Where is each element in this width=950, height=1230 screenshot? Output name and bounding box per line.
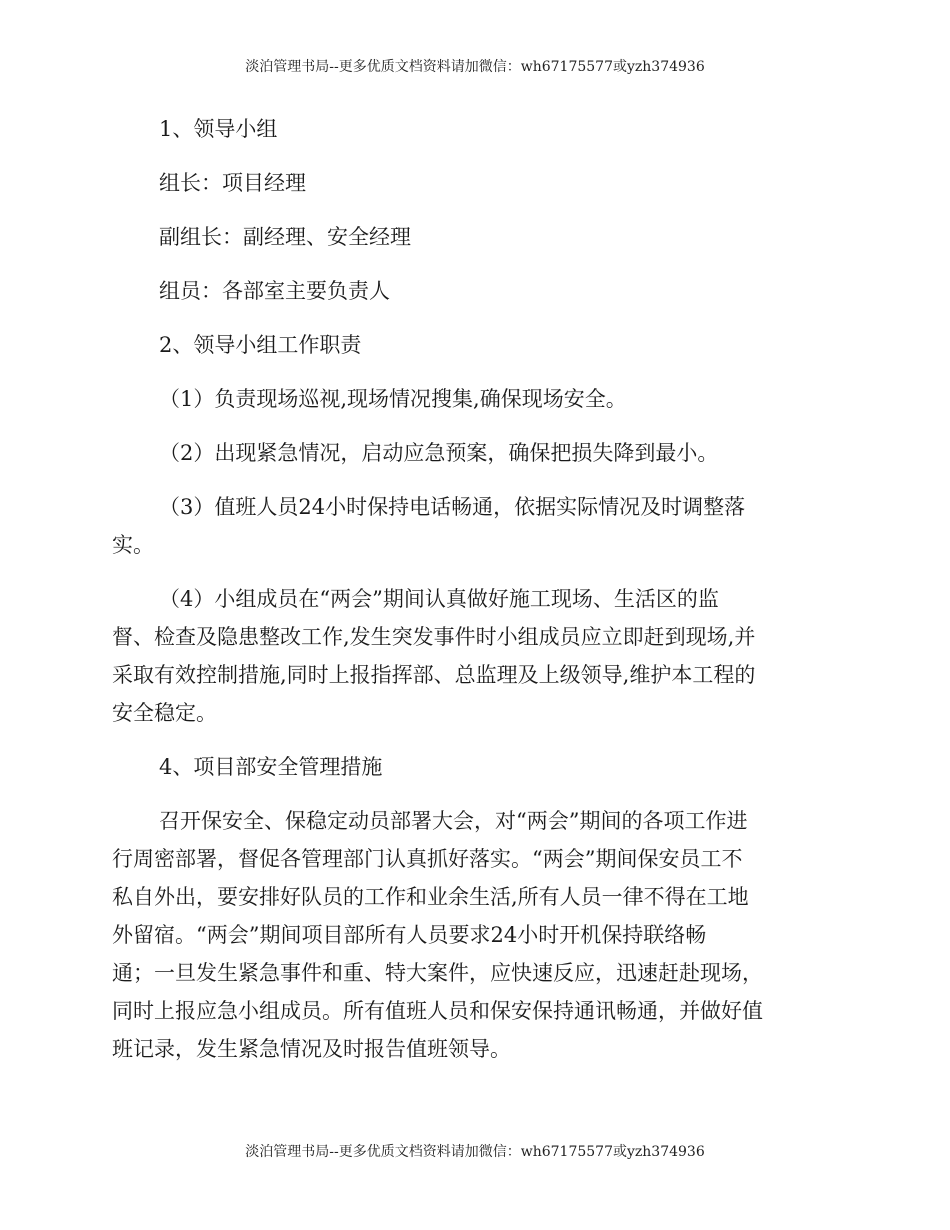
duty-item-4-line-4: 安全稳定。 <box>112 701 217 725</box>
measures-line-5: 通；一旦发生紧急事件和重、特大案件，应快速反应，迅速赶赴现场， <box>112 961 763 985</box>
measures-paragraph <box>112 802 840 1068</box>
page-header: 淡泊管理书局--更多优质文档资料请加微信：wh67175577或yzh374936 <box>245 59 705 75</box>
measures-line-4: 外留宿。“两会”期间项目部所有人员要求24小时开机保持联络畅 <box>112 923 707 947</box>
measures-line-6: 同时上报应急小组成员。所有值班人员和保安保持通讯畅通，并做好值 <box>112 999 763 1023</box>
duty-item-1: （1）负责现场巡视,现场情况搜集,确保现场安全。 <box>159 387 627 411</box>
duty-item-3-line-2: 实。 <box>112 533 154 557</box>
duty-item-4 <box>112 580 840 732</box>
page-footer: 淡泊管理书局--更多优质文档资料请加微信：wh67175577或yzh374936 <box>245 1144 705 1160</box>
leader-line: 组长：项目经理 <box>159 171 306 195</box>
duty-item-3-line-1: （3）值班人员24小时保持电话畅通，依据实际情况及时调整落 <box>159 495 746 519</box>
measures-line-3: 私自外出，要安排好队员的工作和业余生活,所有人员一律不得在工地 <box>112 885 749 909</box>
measures-line-2: 行周密部署，督促各管理部门认真抓好落实。“两会”期间保安员工不 <box>112 847 743 871</box>
section-heading-1: 1、领导小组 <box>159 117 278 141</box>
section-heading-4: 4、项目部安全管理措施 <box>159 755 383 779</box>
measures-line-7: 班记录，发生紧急情况及时报告值班领导。 <box>112 1037 511 1061</box>
duty-item-4-line-2: 督、检查及隐患整改工作,发生突发事件时小组成员应立即赶到现场,并 <box>112 625 756 649</box>
deputy-line: 副组长：副经理、安全经理 <box>159 225 411 249</box>
document-body <box>112 110 840 1068</box>
members-line: 组员：各部室主要负责人 <box>159 279 390 303</box>
section-heading-2: 2、领导小组工作职责 <box>159 333 362 357</box>
duty-item-4-line-1: （4）小组成员在“两会”期间认真做好施工现场、生活区的监 <box>159 587 719 611</box>
duty-item-3 <box>112 488 840 564</box>
duty-item-4-line-3: 采取有效控制措施,同时上报指挥部、总监理及上级领导,维护本工程的 <box>112 663 756 687</box>
measures-line-1: 召开保安全、保稳定动员部署大会，对“两会”期间的各项工作进 <box>159 809 748 833</box>
duty-item-2: （2）出现紧急情况，启动应急预案，确保把损失降到最小。 <box>159 441 719 465</box>
